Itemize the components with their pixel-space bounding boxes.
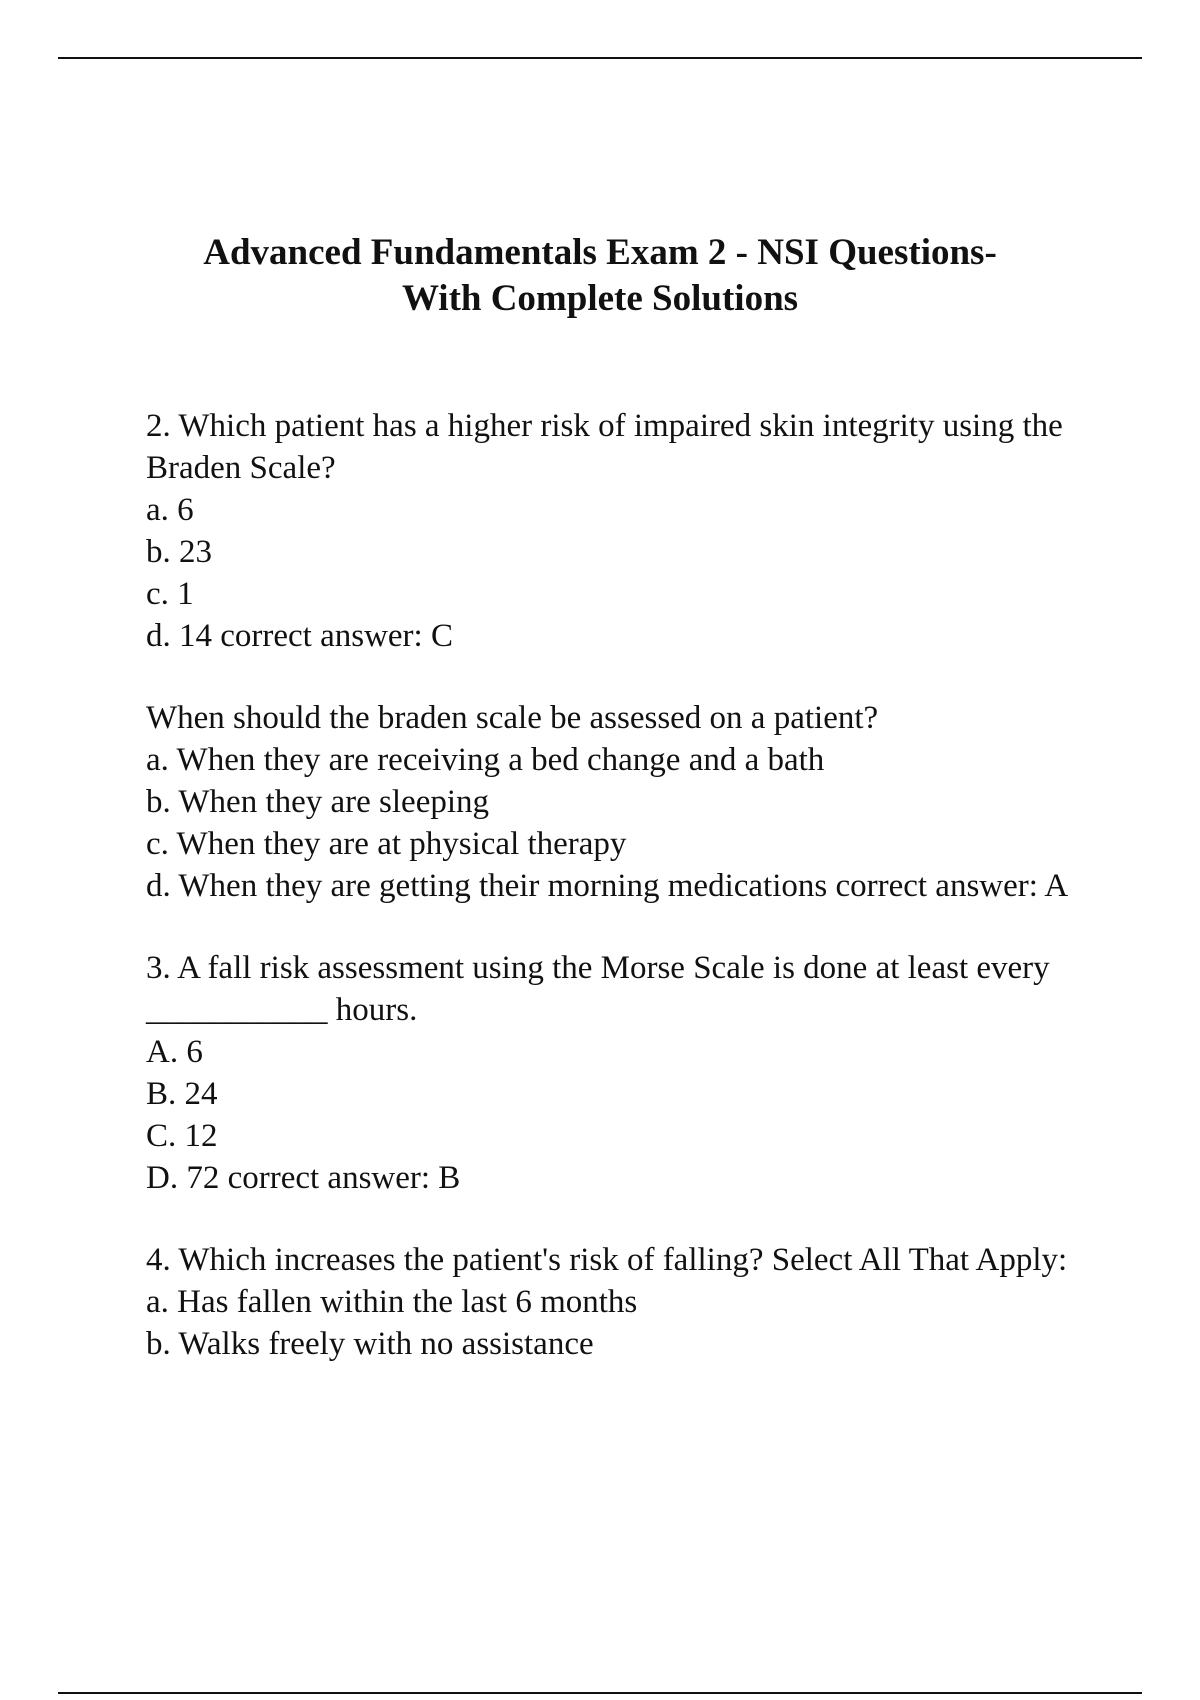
answer-option: a. When they are receiving a bed change and a bath (146, 742, 825, 778)
answer-option: A. 6 (146, 1034, 203, 1070)
header-rule (58, 57, 1142, 59)
answer-option-with-answer (146, 1157, 1086, 1199)
question-block (146, 1239, 1086, 1365)
answer-option: c. When they are at physical therapy (146, 826, 627, 862)
footer-rule (58, 1692, 1142, 1694)
answer-option-with-answer (146, 615, 1086, 657)
question-stem: 3. A fall risk assessment using the Morse Scale is done at least every ___________ hours. (146, 950, 1050, 1028)
answer-option: b. Walks freely with no assistance (146, 1326, 594, 1362)
answer-option: b. 23 (146, 534, 212, 570)
answer-option: c. 1 (146, 576, 194, 612)
answer-option: d. 14 (146, 618, 212, 654)
correct-answer: correct answer: B (227, 1160, 461, 1196)
answer-option: a. 6 (146, 492, 194, 528)
answer-option: a. Has fallen within the last 6 months (146, 1284, 638, 1320)
answer-option: C. 12 (146, 1118, 218, 1154)
question-stem: 4. Which increases the patient's risk of falling? Select All That Apply: (146, 1242, 1068, 1278)
page-title (100, 230, 1100, 322)
correct-answer: correct answer: A (835, 868, 1069, 904)
answer-option-with-answer (146, 865, 1086, 907)
question-list (146, 405, 1086, 1405)
answer-option: D. 72 (146, 1160, 220, 1196)
answer-option: d. When they are getting their morning medications (146, 868, 828, 904)
title-line-1: Advanced Fundamentals Exam 2 - NSI Questions- (203, 232, 997, 273)
question-stem: 2. Which patient has a higher risk of impaired skin integrity using the Braden Scale? (146, 408, 1063, 486)
answer-option: B. 24 (146, 1076, 218, 1112)
question-block (146, 697, 1086, 907)
correct-answer: correct answer: C (220, 618, 453, 654)
question-stem: When should the braden scale be assessed on a patient? (146, 700, 879, 736)
answer-option: b. When they are sleeping (146, 784, 490, 820)
title-line-2: With Complete Solutions (401, 278, 799, 319)
question-block (146, 947, 1086, 1199)
question-block (146, 405, 1086, 657)
